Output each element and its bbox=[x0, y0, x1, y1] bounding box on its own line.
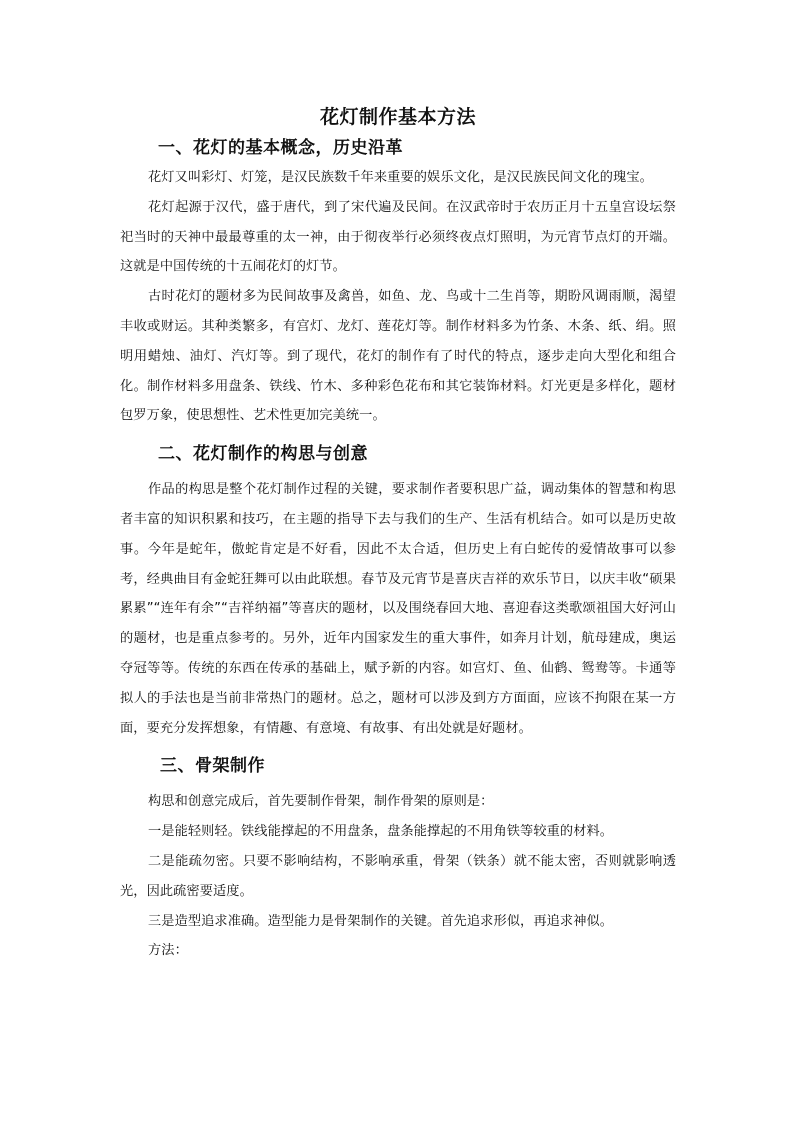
section-1-paragraph-1: 花灯又叫彩灯、灯笼，是汉民族数千年来重要的娱乐文化，是汉民族民间文化的瑰宝。 bbox=[148, 170, 653, 185]
section-2-heading: 二、花灯制作的构思与创意 bbox=[158, 444, 368, 465]
section-1-paragraph-2: 花灯起源于汉代，盛于唐代，到了宋代遍及民间。在汉武帝时于农历正月十五皇宫设坛祭祀当时的天神中最最尊重的太一神，由于彻夜举行必须终夜点灯照明，为元宵节点灯的开端。这就是中国传统的十五闹花灯的灯节。 bbox=[120, 199, 676, 275]
section-2-paragraph-1: 作品的构思是整个花灯制作过程的关键，要求制作者要积思广益，调动集体的智慧和构思者丰富的知识积累和技巧，在主题的指导下去与我们的生产、生活有机结合。如可以是历史故事。今年是蛇年，傲蛇肯定是不好看，因此不太合适，但历史上有白蛇传的爱情故事可以参考，经典曲目有金蛇狂舞可以由此联想。春节及元宵节是喜庆吉祥的欢乐节日，以庆丰收“硕果累累”“连年有余”“吉祥纳福”等喜庆的题材，以及围绕春回大地、喜迎春这类歌颂祖国大好河山的题材，也是重点参考的。另外，近年内国家发生的重大事件，如奔月计划，航母建成，奥运夺冠等等。传统的东西在传承的基础上，赋予新的内容。如宫灯、鱼、仙鹤、鸳鸯等。卡通等拟人的手法也是当前非常热门的题材。总之，题材可以涉及到方方面面，应该不拘限在某一方面，要充分发挥想象，有情趣、有意境、有故事、有出处就是好题材。 bbox=[120, 482, 676, 736]
section-3-paragraph-1: 构思和创意完成后，首先要制作骨架，制作骨架的原则是： bbox=[148, 794, 494, 810]
document-title: 花灯制作基本方法 bbox=[319, 106, 476, 128]
section-3-heading: 三、骨架制作 bbox=[160, 756, 265, 777]
document-body bbox=[120, 103, 676, 966]
section-1-paragraph-3: 古时花灯的题材多为民间故事及禽兽，如鱼、龙、鸟或十二生肖等，期盼风调雨顺，渴望丰收或财运。其种类繁多，有宫灯、龙灯、莲花灯等。制作材料多为竹条、木条、纸、绢。照明用蜡烛、油灯、汽灯等。到了现代，花灯的制作有了时代的特点，逐步走向大型化和组合化。制作材料多用盘条、铁线、竹木、多种彩色花布和其它装饰材料。灯光更是多样化，题材包罗万象，使思想性、艺术性更加完美统一。 bbox=[120, 289, 676, 424]
section-3-paragraph-2: 一是能轻则轻。铁线能撑起的不用盘条，盘条能撑起的不用角铁等较重的材料。 bbox=[148, 824, 614, 840]
section-1-heading: 一、花灯的基本概念，历史沿革 bbox=[158, 138, 403, 158]
section-3-paragraph-4: 三是造型追求准确。造型能力是骨架制作的关键。首先追求形似，再追求神似。 bbox=[148, 913, 614, 929]
section-3-paragraph-3: 二是能疏勿密。只要不影响结构，不影响承重，骨架（铁条）就不能太密，否则就影响透光，因此疏密要适度。 bbox=[120, 853, 676, 899]
section-3-paragraph-5: 方法： bbox=[148, 943, 188, 959]
